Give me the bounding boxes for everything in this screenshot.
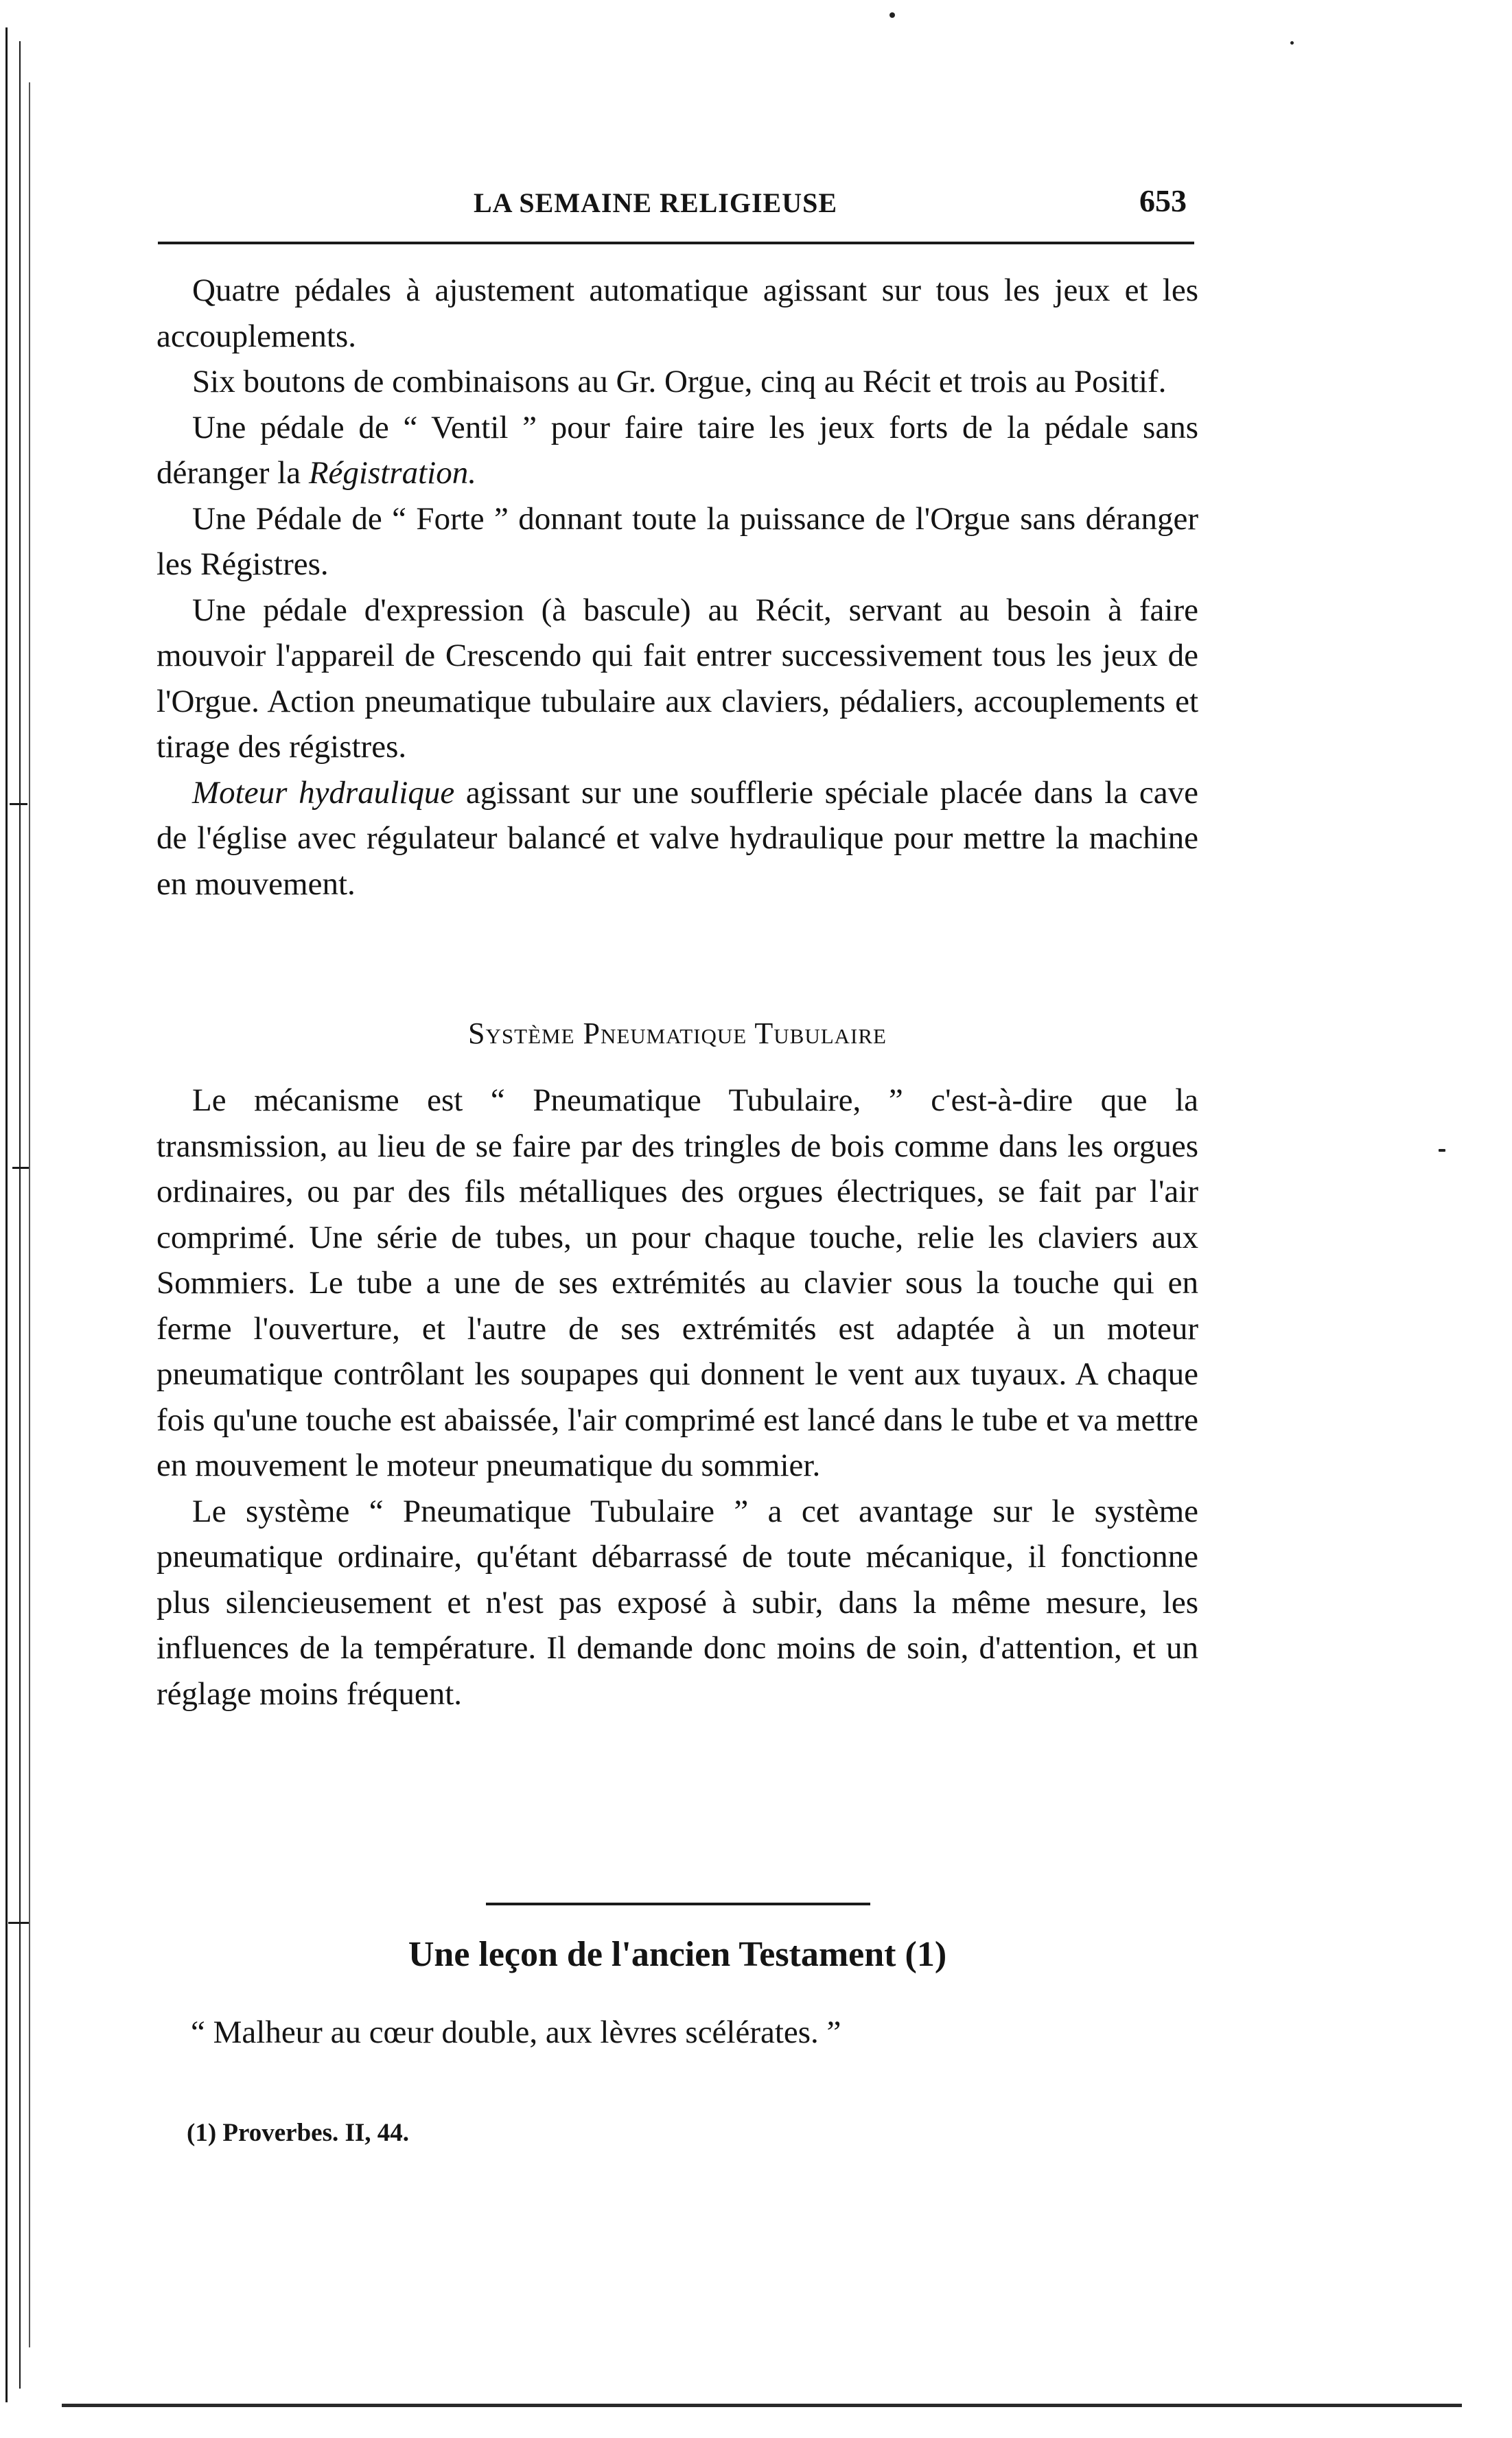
organ-specifications (156, 268, 1198, 907)
pneumatic-system-text (156, 1078, 1198, 1717)
article-separator (486, 1903, 870, 1905)
scan-edge-artifacts (0, 0, 55, 2438)
paragraph (156, 770, 1198, 907)
scan-speck (1290, 41, 1294, 45)
header-rule (158, 242, 1194, 244)
epigraph: “ Malheur au cœur double, aux lèvres scélérates. ” (191, 2015, 841, 2050)
scan-speck (1439, 1149, 1445, 1152)
paragraph: Quatre pédales à ajustement automatique agissant sur tous les jeux et les accouplements. (156, 272, 1198, 354)
paragraph: Le système “ Pneumatique Tubulaire ” a cet avantage sur le système pneumatique ordinaire, qu'étant débarrassé de toute mécanique, il fonctionne plus silencieusement et n'est pas exposé à subir, dans la même mesure, les influences de la température. Il demande donc moins de soin, d'attention, et un réglage moins fréquent. (156, 1493, 1198, 1712)
paragraph-text: Une pédale de “ Ventil ” pour faire taire les jeux forts de la pédale sans déranger la (156, 409, 1198, 491)
paragraph (156, 405, 1198, 496)
paragraph: Une Pédale de “ Forte ” donnant toute la puissance de l'Orgue sans déranger les Régistres. (156, 500, 1198, 582)
paragraph-text: agissant sur une soufflerie spéciale placée dans la cave de l'église avec régulateur balancé et valve hydraulique pour mettre la machine en mouvement. (156, 774, 1198, 902)
page-number: 653 (1139, 183, 1187, 218)
paragraph: Le mécanisme est “ Pneumatique Tubulaire, ” c'est-à-dire que la transmission, au lieu de se faire par des tringles de bois comme dans les orgues ordinaires, ou par des fils métalliques des orgues électriques, se fait par l'air comprimé. Une série de tubes, un pour chaque touche, relie les claviers aux Sommiers. Le tube a une de ses extrémités au clavier sous la touche qui en ferme l'ouverture, et l'autre de ses extrémités est adaptée à un moteur pneumatique contrôlant les soupapes qui donnent le vent aux tuyaux. A chaque fois qu'une touche est abaissée, l'air comprimé est lancé dans le tube et va mettre en mouvement le moteur pneumatique du sommier. (156, 1082, 1198, 1483)
scan-speck (889, 12, 895, 18)
section-title: Système Pneumatique Tubulaire (468, 1017, 887, 1050)
running-head: LA SEMAINE RELIGIEUSE (474, 187, 838, 218)
italic-term: Régistration. (308, 455, 476, 491)
italic-term: Moteur hydraulique (192, 774, 455, 811)
footnote: (1) Proverbes. II, 44. (187, 2119, 410, 2147)
page-bottom-edge (62, 2404, 1462, 2407)
paragraph: Une pédale d'expression (à bascule) au Récit, servant au besoin à faire mouvoir l'appareil de Crescendo qui fait entrer successivement tous les jeux de l'Orgue. Action pneumatique tubulaire aux claviers, pédaliers, accouplements et tirage des régistres. (156, 592, 1198, 765)
paragraph: Six boutons de combinaisons au Gr. Orgue, cinq au Récit et trois au Positif. (192, 364, 1167, 399)
article-title: Une leçon de l'ancien Testament (1) (408, 1935, 947, 1974)
